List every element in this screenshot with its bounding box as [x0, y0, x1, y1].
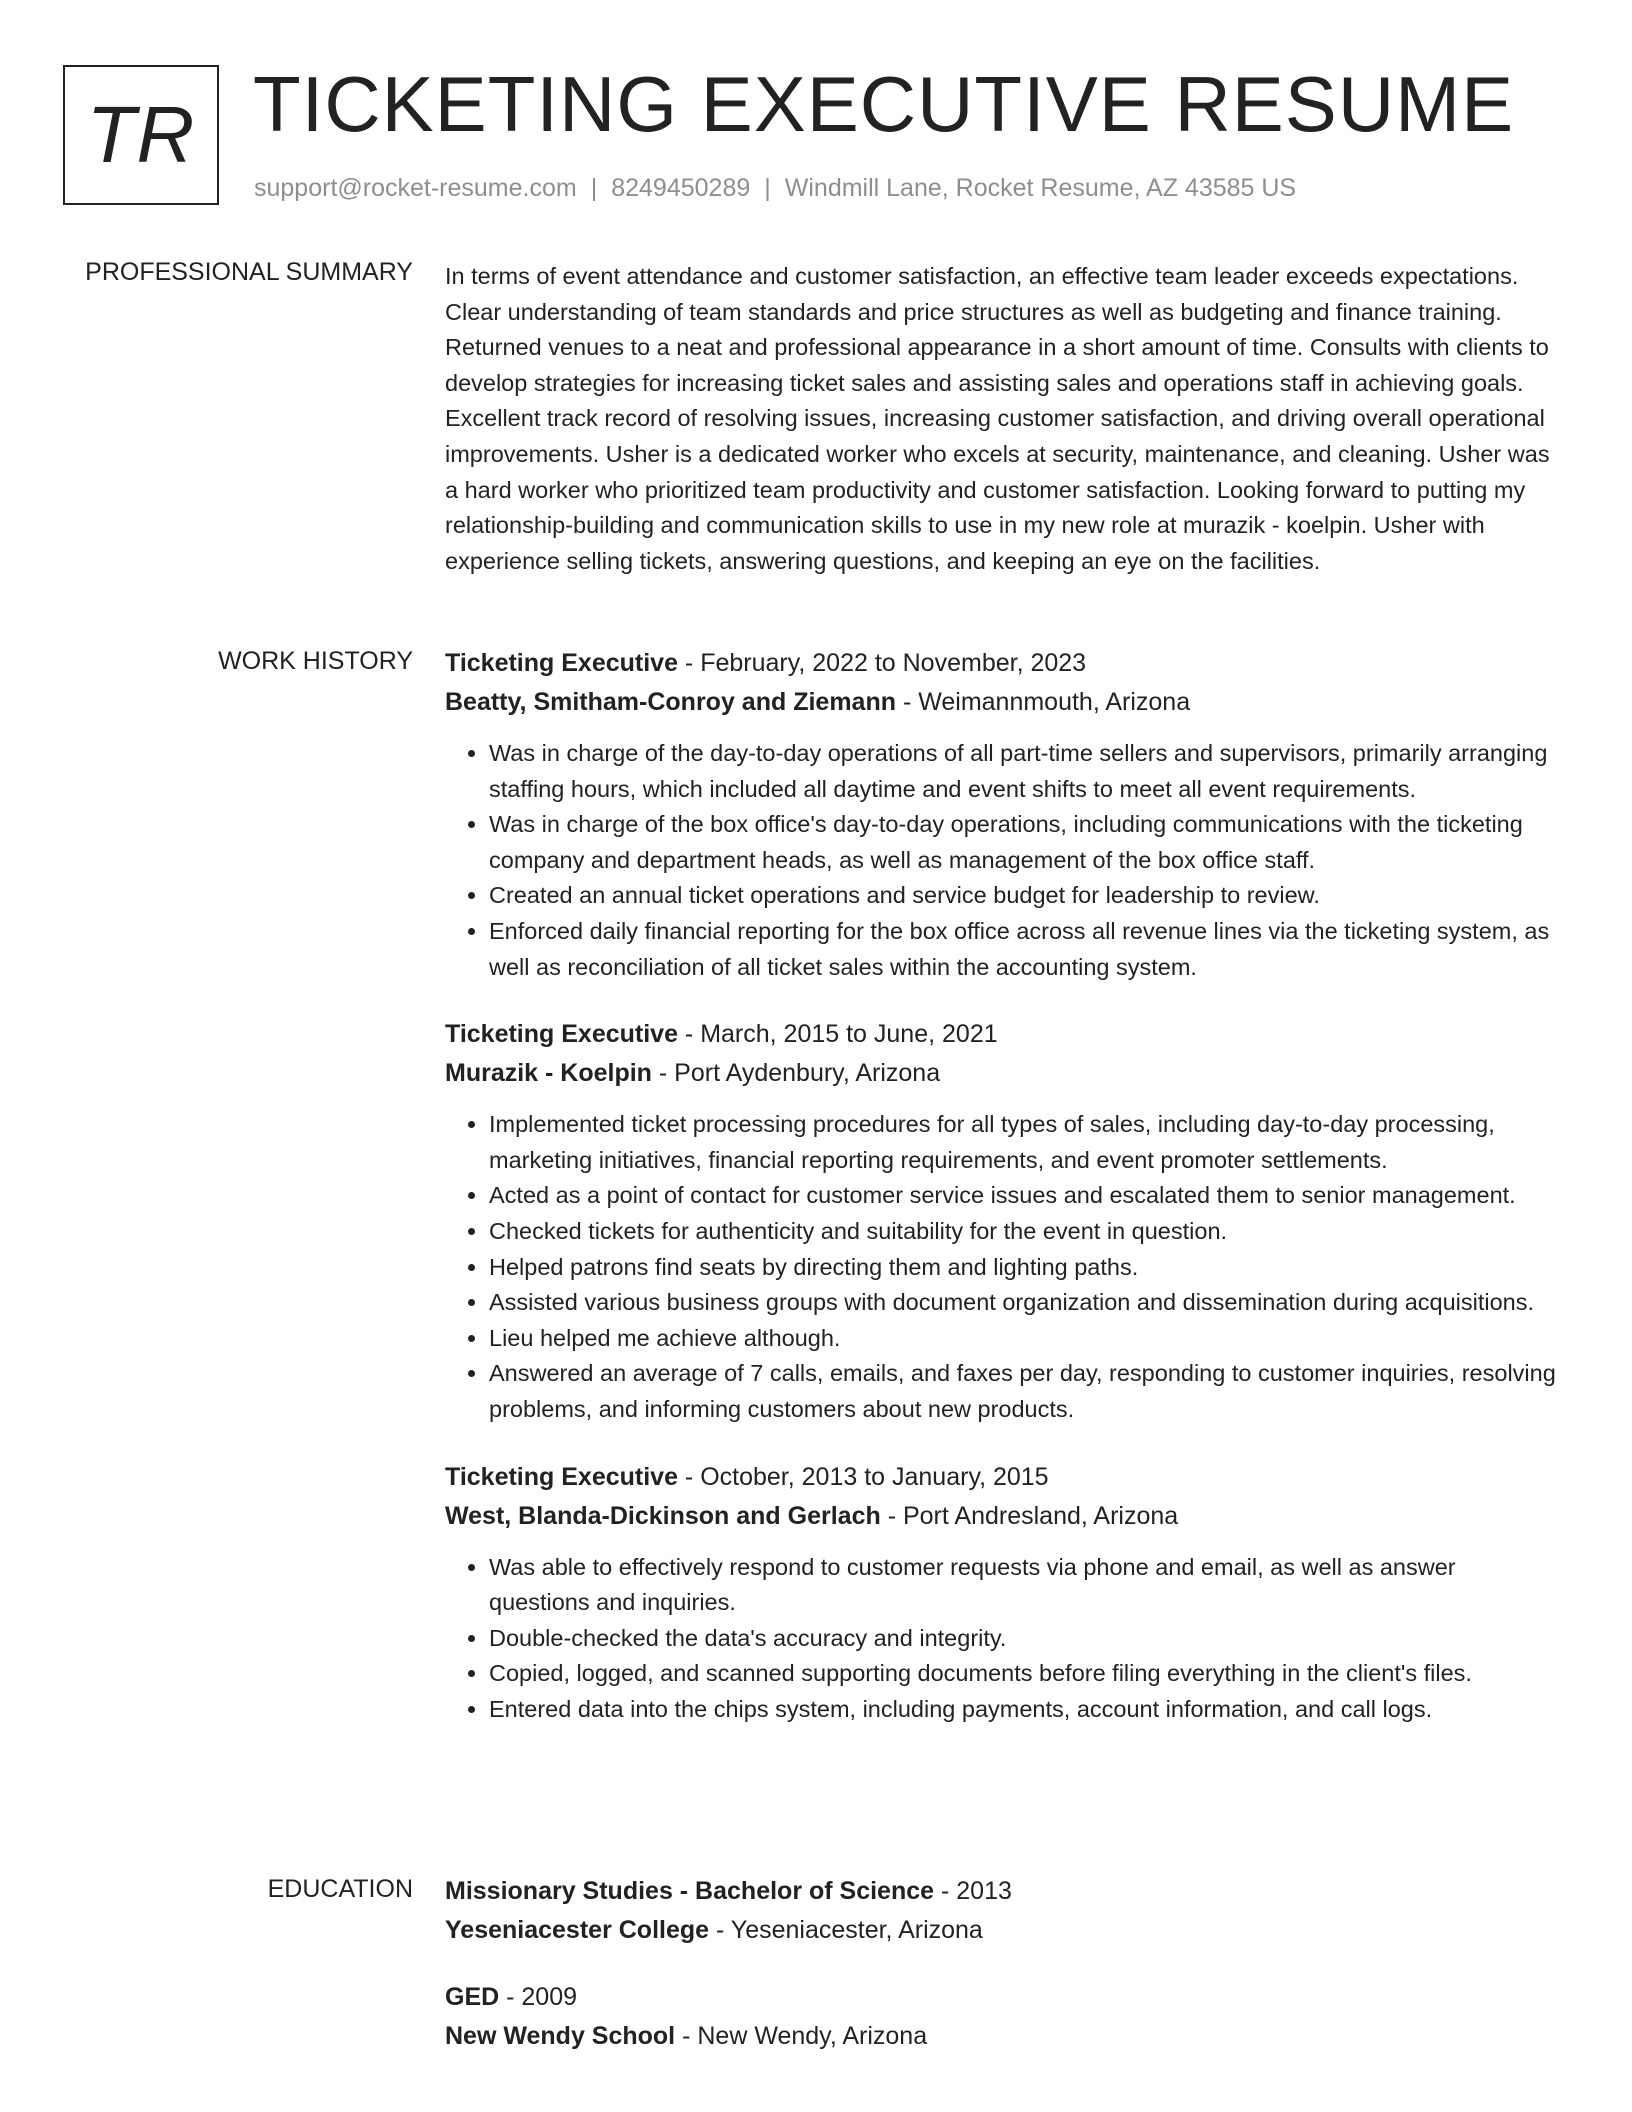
job-bullet: • Lieu helped me achieve although.: [489, 1321, 1560, 1357]
job-company: Beatty, Smitham-Conroy and Ziemann: [445, 688, 896, 716]
education-degree-line: [445, 1978, 1560, 2017]
education-degree: GED: [445, 1983, 500, 2011]
job-location: - Weimannmouth, Arizona: [896, 688, 1191, 716]
education-school: Yeseniacester College: [445, 1916, 710, 1944]
job-bullet: • Acted as a point of contact for customer service issues and escalated them to senior management.: [489, 1178, 1560, 1214]
job-dates: - March, 2015 to June, 2021: [677, 1020, 998, 1049]
contact-separator: |: [590, 174, 598, 202]
job-bullets: [445, 736, 1560, 985]
job-bullet: • Entered data into the chips system, including payments, account information, and call logs.: [489, 1692, 1560, 1728]
summary-content: [445, 259, 1560, 579]
resume-header: [63, 60, 1563, 215]
job-title: Ticketing Executive: [445, 1462, 678, 1491]
job-title: Ticketing Executive: [445, 1020, 678, 1049]
education-location: - New Wendy, Arizona: [675, 2022, 928, 2050]
contact-separator: |: [764, 174, 771, 202]
job-bullet: • Was in charge of the day-to-day operations of all part-time sellers and supervisors, primarily arranging staffing hours, which included all daytime and event shifts to meet all event requirements.: [489, 736, 1560, 807]
job-title-line: [445, 1015, 1560, 1054]
contact-address: Windmill Lane, Rocket Resume, AZ 43585 US: [784, 174, 1297, 202]
work-history-content: [445, 644, 1560, 1757]
job-bullet: • Helped patrons find seats by directing them and lighting paths.: [489, 1250, 1560, 1286]
job-bullet: • Double-checked the data's accuracy and integrity.: [489, 1621, 1560, 1657]
section-label-summary: PROFESSIONAL SUMMARY: [85, 258, 413, 286]
job-bullet: • Was able to effectively respond to customer requests via phone and email, as well as answer questions and inquiries.: [489, 1550, 1560, 1621]
education-degree-line: [445, 1872, 1560, 1911]
job-bullet: • Copied, logged, and scanned supporting documents before filing everything in the client's files.: [489, 1656, 1560, 1692]
education-location: - Yeseniacester, Arizona: [709, 1916, 983, 1944]
job-location: - Port Andresland, Arizona: [880, 1501, 1179, 1530]
job-entry: [445, 1458, 1560, 1728]
job-title: Ticketing Executive: [445, 649, 678, 677]
job-company-line: [445, 683, 1560, 722]
education-school-line: [445, 1911, 1560, 1950]
job-title-line: [445, 644, 1560, 683]
job-bullet: • Enforced daily financial reporting for the box office across all revenue lines via the ticketing system, as well as reconciliation of all ticket sales within the accounting system.: [489, 914, 1560, 985]
education-school: New Wendy School: [445, 2022, 676, 2050]
job-bullet: • Assisted various business groups with document organization and dissemination during acquisitions.: [489, 1285, 1560, 1321]
contact-line: [254, 174, 1296, 203]
job-dates: - February, 2022 to November, 2023: [677, 649, 1087, 677]
job-entry: [445, 1015, 1560, 1427]
job-company-line: [445, 1054, 1560, 1093]
job-bullet: • Implemented ticket processing procedures for all types of sales, including day-to-day processing, marketing initiatives, financial reporting requirements, and event promoter settlements.: [489, 1107, 1560, 1178]
summary-text: In terms of event attendance and customer satisfaction, an effective team leader exceeds expectations. Clear understanding of team standards and price structures as well as budgeting and finance training. Returned venues to a neat and professional appearance in a short amount of time. Consults with clients to develop strategies for increasing ticket sales and assisting sales and operations staff in achieving goals. Excellent track record of resolving issues, increasing customer satisfaction, and driving overall operational improvements. Usher is a dedicated worker who excels at security, maintenance, and cleaning. Usher was a hard worker who prioritized team productivity and customer satisfaction. Looking forward to putting my relationship-building and communication skills to use in my new role at murazik - koelpin. Usher with experience selling tickets, answering questions, and keeping an eye on the facilities.: [445, 263, 1550, 574]
contact-phone[interactable]: 8249450289: [611, 174, 751, 202]
education-year: - 2013: [934, 1877, 1012, 1905]
job-dates: - October, 2013 to January, 2015: [677, 1462, 1049, 1491]
job-company: West, Blanda-Dickinson and Gerlach: [445, 1501, 881, 1530]
education-year: - 2009: [499, 1983, 578, 2011]
job-bullets: [445, 1107, 1560, 1427]
page-title: TICKETING EXECUTIVE RESUME: [253, 60, 1515, 148]
job-bullet: • Was in charge of the box office's day-to-day operations, including communications with the ticketing company and department heads, as well as management of the box office staff.: [489, 807, 1560, 878]
education-degree: Missionary Studies - Bachelor of Science: [445, 1877, 935, 1905]
job-bullets: [445, 1550, 1560, 1728]
job-bullet: • Created an annual ticket operations and service budget for leadership to review.: [489, 878, 1560, 914]
education-entry: [445, 1872, 1560, 1950]
job-location: - Port Aydenbury, Arizona: [651, 1059, 941, 1088]
section-label-education: EDUCATION: [267, 1875, 413, 1903]
job-title-line: [445, 1458, 1560, 1497]
job-company: Murazik - Koelpin: [445, 1059, 652, 1088]
contact-email[interactable]: support@rocket-resume.com: [254, 174, 577, 202]
job-company-line: [445, 1497, 1560, 1536]
education-school-line: [445, 2017, 1560, 2056]
education-entry: [445, 1978, 1560, 2056]
education-content: [445, 1872, 1560, 2084]
monogram-logo: TR: [63, 65, 219, 205]
job-bullet: • Answered an average of 7 calls, emails, and faxes per day, responding to customer inquiries, resolving problems, and informing customers about new products.: [489, 1356, 1560, 1427]
section-label-work-history: WORK HISTORY: [218, 647, 413, 675]
job-bullet: • Checked tickets for authenticity and suitability for the event in question.: [489, 1214, 1560, 1250]
job-entry: [445, 644, 1560, 985]
